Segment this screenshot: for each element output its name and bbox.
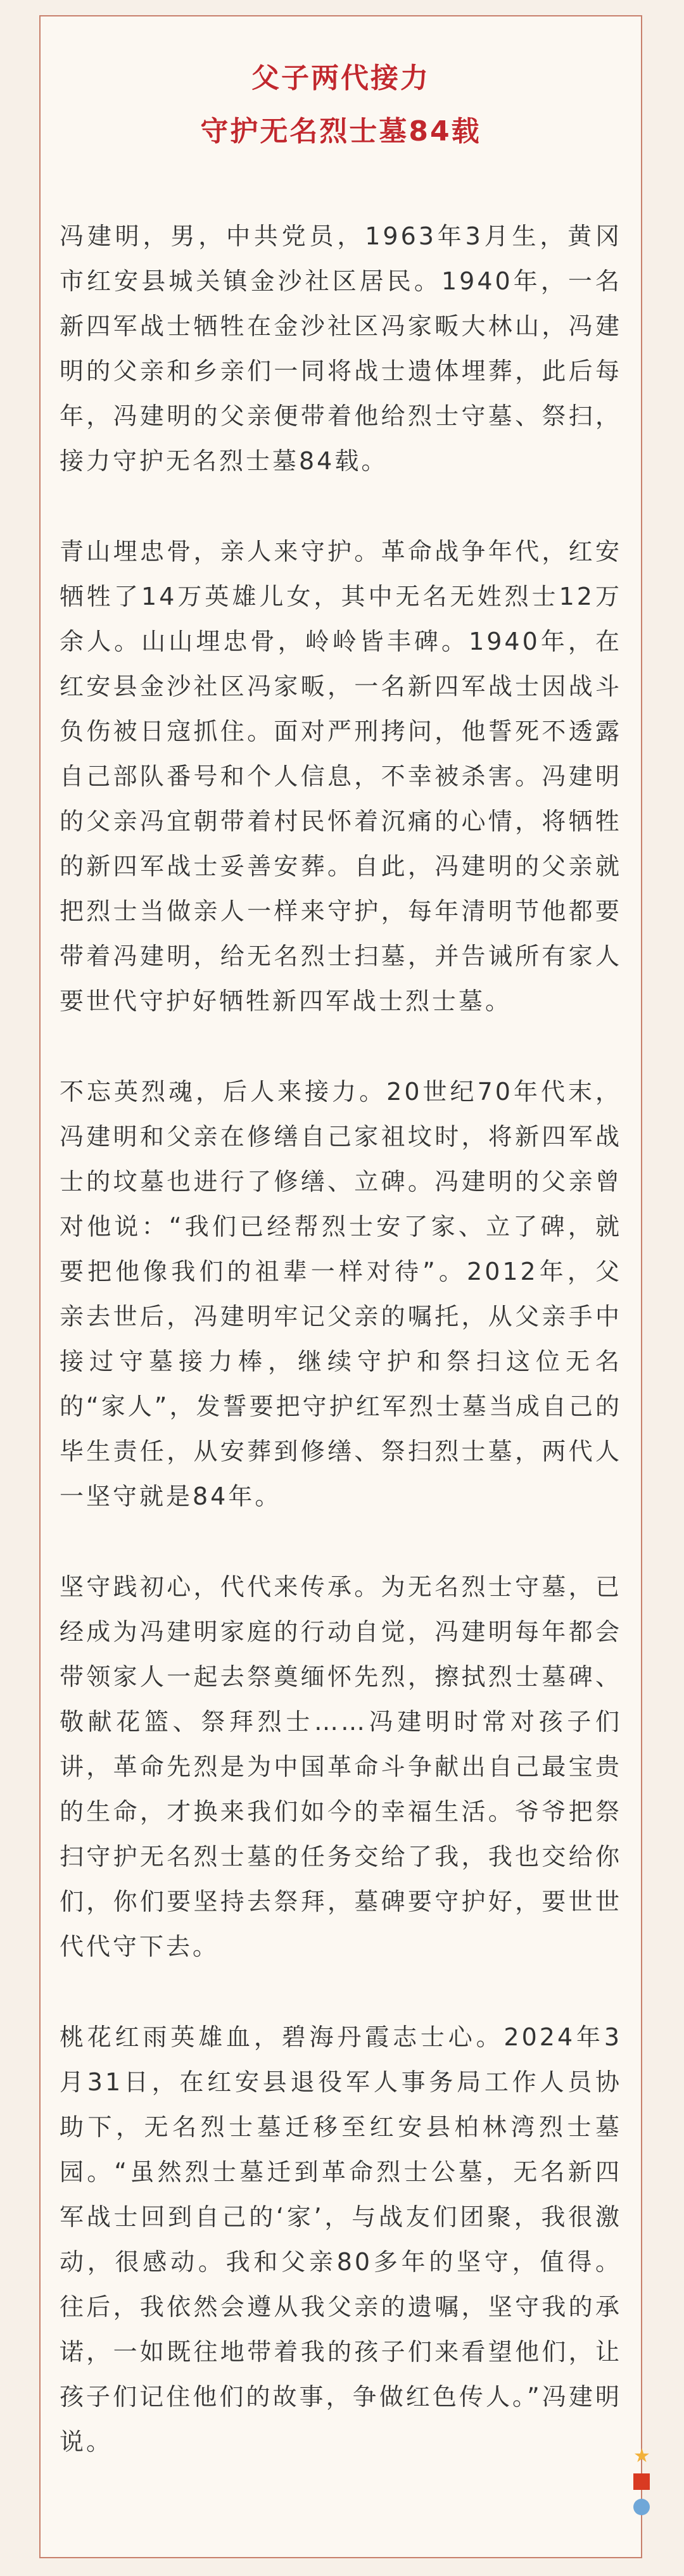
paragraph-inheritance: 坚守践初心，代代来传承。为无名烈士守墓，已经成为冯建明家庭的行动自觉，冯建明每年都会带领家人一起去祭奠缅怀先烈，擦拭烈士墓碑、敬献花篮、祭拜烈士……冯建明时常对孩子们讲，革命先烈是为中国革命斗争献出自己最宝贵的生命，才换来我们如今的幸福生活。爷爷把祭扫守护无名烈士墓的任务交给了我，我也交给你们，你们要坚持去祭拜，墓碑要守护好，要世世代代守下去。	[60, 1573, 622, 1960]
article-body	[41, 158, 641, 2465]
paragraph-guarding: 青山埋忠骨，亲人来守护。革命战争年代，红安牺牲了14万英雄儿女，其中无名无姓烈士12万余人。山山埋忠骨，岭岭皆丰碑。1940年，在红安县金沙社区冯家畈，一名新四军战士因战斗负伤被日寇抓住。面对严刑拷问，他誓死不透露自己部队番号和个人信息，不幸被杀害。冯建明的父亲冯宜朝带着村民怀着沉痛的心情，将牺牲的新四军战士妥善安葬。自此，冯建明的父亲就把烈士当做亲人一样来守护，每年清明节他都要带着冯建明，给无名烈士扫墓，并告诫所有家人要世代守护好牺牲新四军战士烈士墓。	[60, 538, 622, 1015]
title-line-1: 父子两代接力	[251, 62, 430, 94]
article-title	[41, 16, 641, 158]
title-line-2: 守护无名烈士墓84载	[200, 115, 481, 148]
dot-decoration-icon	[633, 2499, 650, 2515]
article-card	[39, 15, 642, 2558]
paragraph-relocation: 桃花红雨英雄血，碧海丹霞志士心。2024年3月31日，在红安县退役军人事务局工作人员协助下，无名烈士墓迁移至红安县柏林湾烈士墓园。“虽然烈士墓迁到革命烈士公墓，无名新四军战士回到自己的‘家’，与战友们团聚，我很激动，很感动。我和父亲80多年的坚守，值得。往后，我依然会遵从我父亲的遗嘱，坚守我的承诺，一如既往地带着我的孩子们来看望他们，让孩子们记住他们的故事，争做红色传人。”冯建明说。	[60, 2023, 622, 2456]
square-decoration-icon	[633, 2473, 650, 2490]
paragraph-relay: 不忘英烈魂，后人来接力。20世纪70年代末，冯建明和父亲在修缮自己家祖坟时，将新四军战士的坟墓也进行了修缮、立碑。冯建明的父亲曾对他说：“我们已经帮烈士安了家、立了碑，就要把他像我们的祖辈一样对待”。2012年，父亲去世后，冯建明牢记父亲的嘱托，从父亲手中接过守墓接力棒，继续守护和祭扫这位无名的“家人”，发誓要把守护红军烈士墓当成自己的毕生责任，从安葬到修缮、祭扫烈士墓，两代人一坚守就是84年。	[60, 1078, 622, 1510]
paragraph-intro: 冯建明，男，中共党员，1963年3月生，黄冈市红安县城关镇金沙社区居民。1940年，一名新四军战士牺牲在金沙社区冯家畈大林山，冯建明的父亲和乡亲们一同将战士遗体埋葬，此后每年，冯建明的父亲便带着他给烈士守墓、祭扫，接力守护无名烈士墓84载。	[60, 222, 622, 475]
star-decoration-icon: ★	[633, 2445, 650, 2467]
